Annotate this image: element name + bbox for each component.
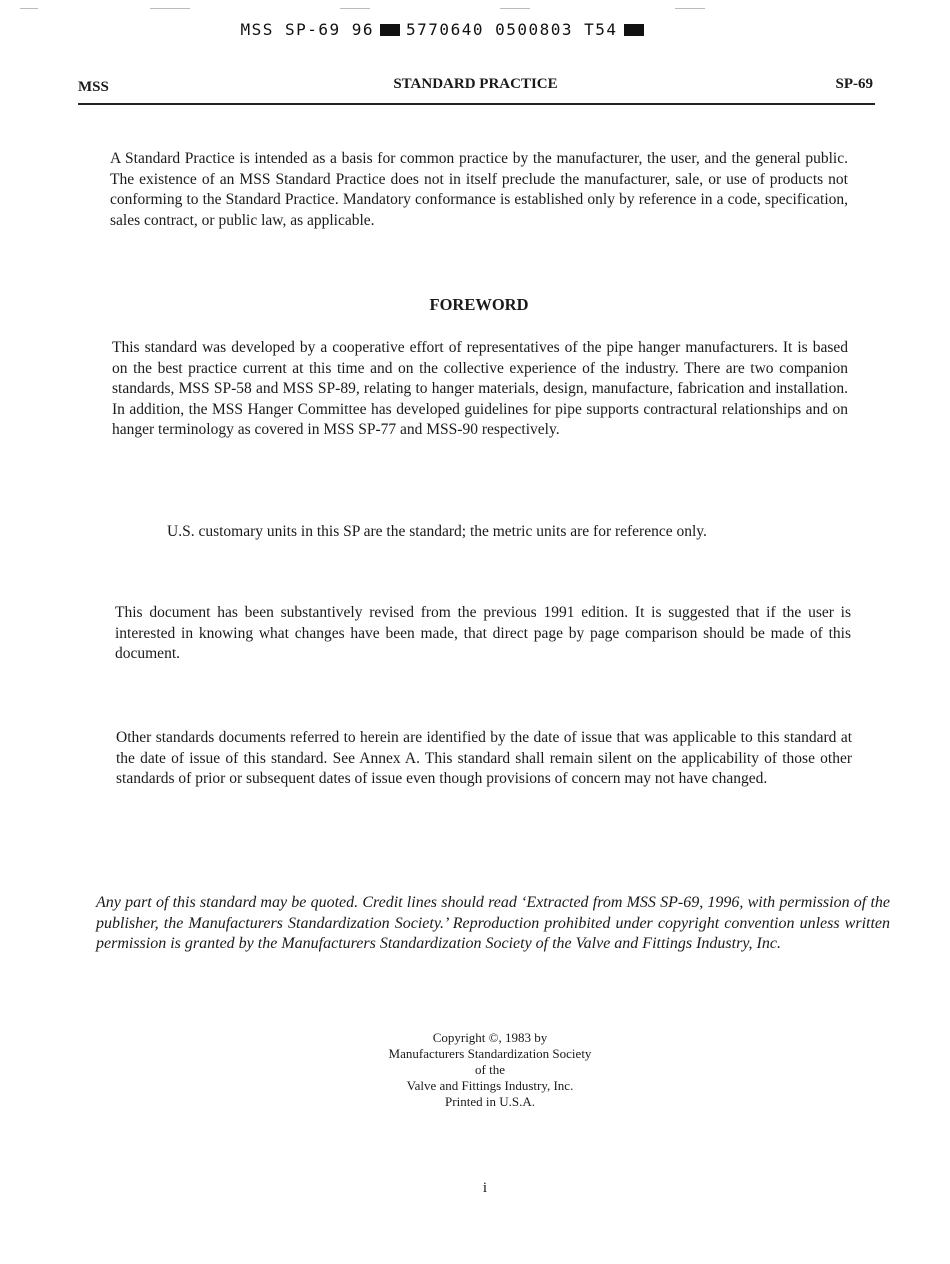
page-header [78,76,873,96]
page-number: i [482,1180,488,1196]
revision-note: This document has been substantively revised from the previous 1991 edition. It is suggested that if the user is interested in knowing what changes have been made, that direct page by page comparison should be made of this document. [115,604,851,662]
control-code-part1: MSS SP-69 96 [240,20,375,39]
header-title: STANDARD PRACTICE [393,76,558,92]
copyright-block [340,1030,640,1110]
header-rule [78,103,875,105]
units-note: U.S. customary units in this SP are the standard; the metric units are for reference only. [167,523,707,540]
control-code-part2: 5770640 0500803 T54 [406,20,618,39]
scan-mark [20,8,38,9]
scan-mark [340,8,370,9]
foreword-paragraph: This standard was developed by a cooperative effort of representatives of the pipe hanger manufacturers. It is based on the best practice current at this time and on the collective experience of the industry. There are two companion standards, MSS SP-58 and MSS SP-89, relating to hanger materials, design, manufacture, fabrication and installation. In addition, the MSS Hanger Committee has developed guidelines for pipe supports contractural relationships and on hanger terminology as covered in MSS SP-77 and MSS-90 respectively. [112,339,848,438]
header-left: MSS [78,79,109,95]
redaction-block [380,24,400,36]
copyright-line: Printed in U.S.A. [445,1094,535,1109]
copyright-line: of the [475,1062,505,1077]
header-right: SP-69 [835,76,873,92]
intro-paragraph: A Standard Practice is intended as a basis for common practice by the manufacturer, the user, and the general public. The existence of an MSS Standard Practice does not in itself preclude the manufacturer, sale, or use of products not conforming to the Standard Practice. Mandatory conformance is established only by reference in a code, specification, sales contract, or public law, as applicable. [110,150,848,229]
references-note: Other standards documents referred to herein are identified by the date of issue that was applicable to this standard at the date of issue of this standard. See Annex A. This standard shall remain silent on the applicability of those other standards of prior or subsequent dates of issue even though provisions of concern may not have changed. [116,729,852,787]
scan-mark [675,8,705,9]
scan-mark [150,8,190,9]
foreword-title: FOREWORD [429,295,529,314]
copyright-line: Valve and Fittings Industry, Inc. [406,1078,574,1093]
redaction-block [624,24,644,36]
document-control-code [0,20,890,39]
copyright-line: Copyright ©, 1983 by [432,1030,548,1045]
copyright-line: Manufacturers Standardization Society [388,1046,592,1061]
scan-mark [500,8,530,9]
quotation-notice: Any part of this standard may be quoted. Credit lines should read ‘Extracted from MSS SP-69, 1996, with permission of the publisher, the Manufacturers Standardization Society.’ Reproduction prohibited under copyright convention unless written permission is granted by the Manufacturers Standardization Society of the Valve and Fittings Industry, Inc. [96,894,890,952]
